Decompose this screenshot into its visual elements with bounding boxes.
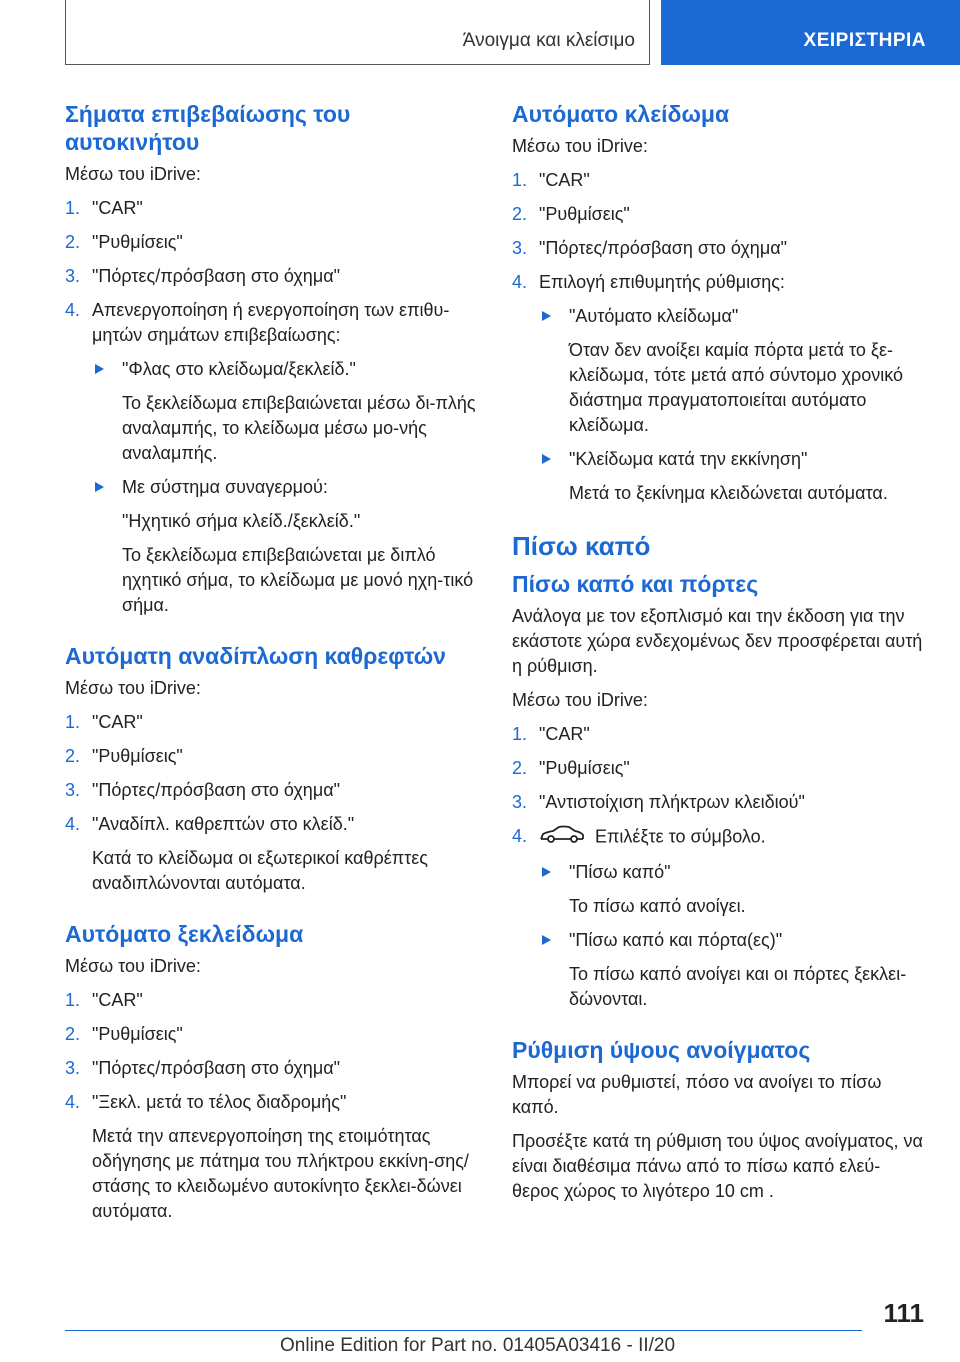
heading-opening-height: Ρύθμιση ύψους ανοίγματος: [512, 1037, 811, 1063]
section-auto-lock: [512, 100, 924, 506]
list-item: 2. "Ρυθμίσεις": [65, 232, 183, 252]
chapter-tab: ΧΕΙΡΙΣΤΗΡΙΑ: [661, 0, 960, 65]
options-list: [539, 860, 924, 1012]
section-auto-unlock: [65, 920, 477, 1224]
list-item: 4. "Ξεκλ. μετά το τέλος διαδρομής" Μετά την απενεργοποίηση της ετοιμότητας οδήγησης με πάτημα του πλήκτρου εκκίνη‐σης/στάσης το κλειδωμένο αυτοκίνητο ξεκλει‐δώνει αυτόματα.: [65, 1090, 477, 1224]
heading-rear-lid: Πίσω καπό: [512, 531, 651, 561]
footer-divider: [65, 1330, 862, 1331]
intro-text: Μέσω του iDrive:: [65, 164, 201, 184]
list-item: 1. "CAR": [65, 198, 143, 218]
list-item: 1. "CAR": [512, 724, 590, 744]
option-item: "Κλείδωμα κατά την εκκίνηση" Μετά το ξεκίνημα κλειδώνεται αυτόματα.: [539, 447, 924, 506]
section-title: Άνοιγμα και κλείσιμο: [462, 30, 635, 51]
list-item: 1. "CAR": [512, 170, 590, 190]
intro-text: Μέσω του iDrive:: [65, 678, 201, 698]
steps-list: [512, 722, 924, 1012]
section-rear-lid-doors: [512, 570, 924, 1012]
option-item: Με σύστημα συναγερμού: "Ηχητικό σήμα κλείδ./ξεκλείδ." Το ξεκλείδωμα επιβεβαιώνεται με διπλό ηχητικό σήμα, το κλείδωμα με μονό ηχη‐τικό σήμα.: [92, 475, 477, 618]
list-item: 1. "CAR": [65, 712, 143, 732]
paragraph: Ανάλογα με τον εξοπλισμό και την έκδοση για την εκάστοτε χώρα ενδεχομένως δεν προσφέρεται αυτή η ρύθμιση.: [512, 606, 923, 676]
option-item: "Πίσω καπό" Το πίσω καπό ανοίγει.: [539, 860, 924, 919]
list-item: 2. "Ρυθμίσεις": [512, 758, 630, 778]
step-note: Κατά το κλείδωμα οι εξωτερικοί καθρέπτες αναδιπλώνονται αυτόματα.: [92, 848, 428, 893]
triangle-bullet-icon: [542, 311, 551, 321]
section-mirror-folding: [65, 642, 477, 896]
steps-list: [512, 168, 924, 506]
triangle-bullet-icon: [95, 482, 104, 492]
intro-text: Μέσω του iDrive:: [512, 136, 648, 156]
heading-rear-lid-doors: Πίσω καπό και πόρτες: [512, 571, 759, 597]
list-item: 3. "Πόρτες/πρόσβαση στο όχημα": [512, 238, 787, 258]
list-item: 4. Επιλέξτε το σύμβολο. "Πίσω καπό" Το πίσω καπό ανοίγει. "Πίσω καπό και πόρτα(ες)" Το πίσω καπό ανοίγει και οι πόρτες ξεκλει‐δώνονται.: [512, 824, 924, 1012]
triangle-bullet-icon: [542, 867, 551, 877]
list-item: 3. "Πόρτες/πρόσβαση στο όχημα": [65, 266, 340, 286]
list-item: 2. "Ρυθμίσεις": [512, 204, 630, 224]
list-item: 3. "Πόρτες/πρόσβαση στο όχημα": [65, 780, 340, 800]
option-item: "Πίσω καπό και πόρτα(ες)" Το πίσω καπό ανοίγει και οι πόρτες ξεκλει‐δώνονται.: [539, 928, 924, 1012]
option-item: "Φλας στο κλείδωμα/ξεκλείδ." Το ξεκλείδωμα επιβεβαιώνεται μέσω δι‐πλής αναλαμπής, το κλείδωμα μέσω μο‐νής αναλαμπής.: [92, 357, 477, 466]
list-item: 3. "Πόρτες/πρόσβαση στο όχημα": [65, 1058, 340, 1078]
steps-list: [65, 710, 477, 896]
list-item: 2. "Ρυθμίσεις": [65, 1024, 183, 1044]
heading-auto-unlock: Αυτόματο ξεκλείδωμα: [65, 921, 304, 947]
step-note: Μετά την απενεργοποίηση της ετοιμότητας οδήγησης με πάτημα του πλήκτρου εκκίνη‐σης/στάσης το κλειδωμένο αυτοκίνητο ξεκλει‐δώνει αυτόματα.: [92, 1126, 469, 1221]
header-title-box: [65, 0, 650, 65]
list-item: 1. "CAR": [65, 990, 143, 1010]
triangle-bullet-icon: [542, 454, 551, 464]
heading-mirror-folding: Αυτόματη αναδίπλωση καθρεφτών: [65, 643, 446, 669]
heading-confirmation-signals: Σήματα επιβεβαίωσης του αυτοκινήτου: [65, 101, 351, 155]
right-column: [512, 100, 924, 1228]
page-number: 111: [883, 1298, 924, 1328]
paragraph: Μπορεί να ρυθμιστεί, πόσο να ανοίγει το πίσω καπό.: [512, 1072, 882, 1117]
list-item: 2. "Ρυθμίσεις": [65, 746, 183, 766]
heading-auto-lock: Αυτόματο κλείδωμα: [512, 101, 730, 127]
list-item: 4. "Αναδίπλ. καθρεπτών στο κλείδ." Κατά το κλείδωμα οι εξωτερικοί καθρέπτες αναδιπλώνονται αυτόματα.: [65, 812, 477, 896]
options-list: [539, 304, 924, 506]
steps-list: [65, 196, 477, 618]
footer-edition: Online Edition for Part no. 01405A03416 - II/20: [280, 1335, 676, 1356]
steps-list: [65, 988, 477, 1224]
options-list: [92, 357, 477, 618]
paragraph: Προσέξτε κατά τη ρύθμιση του ύψος ανοίγματος, να είναι διαθέσιμα πάνω από το πίσω καπό ελεύ‐θερος χώρος το λιγότερο 10 cm .: [512, 1131, 923, 1201]
option-item: "Αυτόματο κλείδωμα" Όταν δεν ανοίξει καμία πόρτα μετά το ξε‐κλείδωμα, τότε μετά από σύντομο χρονικό διάστημα πραγματοποιείται αυτόματο κλείδωμα.: [539, 304, 924, 438]
car-icon: [539, 824, 585, 851]
list-item: 4. Επιλογή επιθυμητής ρύθμισης: "Αυτόματο κλείδωμα" Όταν δεν ανοίξει καμία πόρτα μετά το ξε‐κλείδωμα, τότε μετά από σύντομο χρονικό διάστημα πραγματοποιείται αυτόματο κλείδωμα. "Κλείδωμα κατά την εκκίνηση" Μετά το ξεκίνημα κλειδώνεται αυτόματα.: [512, 270, 924, 506]
section-confirmation-signals: [65, 100, 477, 618]
section-opening-height: [512, 1036, 924, 1204]
intro-text: Μέσω του iDrive:: [512, 690, 648, 710]
triangle-bullet-icon: [542, 935, 551, 945]
list-item: 3. "Αντιστοίχιση πλήκτρων κλειδιού": [512, 792, 805, 812]
list-item: 4. Απενεργοποίηση ή ενεργοποίηση των επιθυ‐μητών σημάτων επιβεβαίωσης: "Φλας στο κλείδωμα/ξεκλείδ." Το ξεκλείδωμα επιβεβαιώνεται μέσω δι‐πλής αναλαμπής, το κλείδωμα μέσω μο‐νής αναλαμπής. Με σύστημα συναγερμού: "Ηχητικό σήμα κλείδ./ξεκλείδ." Το ξεκλείδωμα επιβεβαιώνεται με διπλό ηχητικό σήμα, το κλείδωμα με μονό ηχη‐τικό σήμα.: [65, 298, 477, 618]
intro-text: Μέσω του iDrive:: [65, 956, 201, 976]
triangle-bullet-icon: [95, 364, 104, 374]
left-column: [65, 100, 477, 1248]
